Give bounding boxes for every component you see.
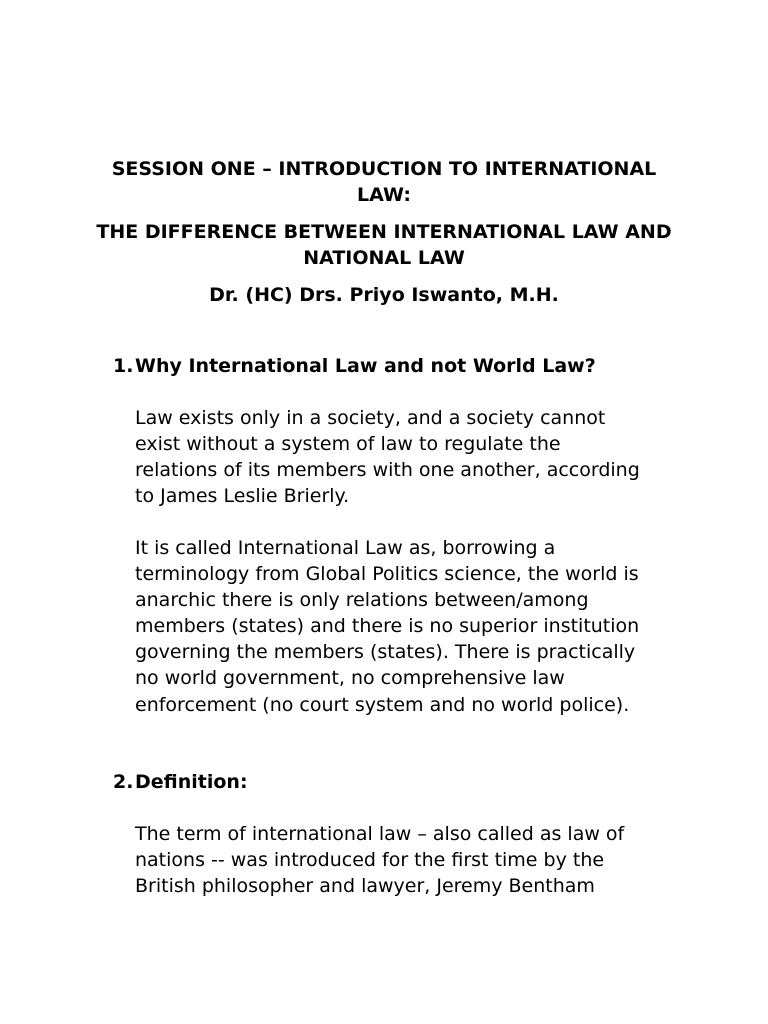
section-number: 2. (113, 771, 134, 793)
paragraph-2 (135, 535, 695, 718)
section-number: 1. (113, 355, 134, 377)
paragraph-line: relations of its members with one another, according (135, 459, 640, 482)
section-heading-2 (113, 769, 248, 795)
section-title: Why International Law and not World Law? (135, 355, 596, 377)
paragraph-1 (135, 405, 695, 509)
paragraph-line: exist without a system of law to regulate the (135, 433, 561, 456)
paragraph-line: to James Leslie Brierly. (135, 485, 350, 508)
document-author: Dr. (HC) Drs. Priyo Iswanto, M.H. (209, 284, 559, 306)
paragraph-line: terminology from Global Politics science, the world is (135, 563, 639, 586)
document-title: SESSION ONE – INTRODUCTION TO INTERNATIONAL LAW: (111, 158, 657, 206)
section-title: Definition: (135, 771, 248, 793)
paragraph-line: British philosopher and lawyer, Jeremy Bentham (135, 875, 595, 898)
paragraph-line: nations -- was introduced for the first time by the (135, 849, 605, 872)
paragraph-3 (135, 821, 695, 899)
paragraph-line: governing the members (states). There is practically (135, 641, 636, 664)
section-heading-1 (113, 353, 596, 379)
paragraph-line: members (states) and there is no superior institution (135, 615, 640, 638)
paragraph-line: It is called International Law as, borrowing a (135, 537, 556, 559)
paragraph-line: Law exists only in a society, and a society cannot (135, 407, 606, 429)
paragraph-line: anarchic there is only relations between/among (135, 589, 589, 612)
document-subtitle: THE DIFFERENCE BETWEEN INTERNATIONAL LAW AND NATIONAL LAW (96, 221, 672, 269)
paragraph-line: enforcement (no court system and no world police). (135, 693, 630, 716)
paragraph-line: no world government, no comprehensive law (135, 667, 565, 690)
paragraph-line: The term of international law – also called as law of (135, 823, 625, 845)
